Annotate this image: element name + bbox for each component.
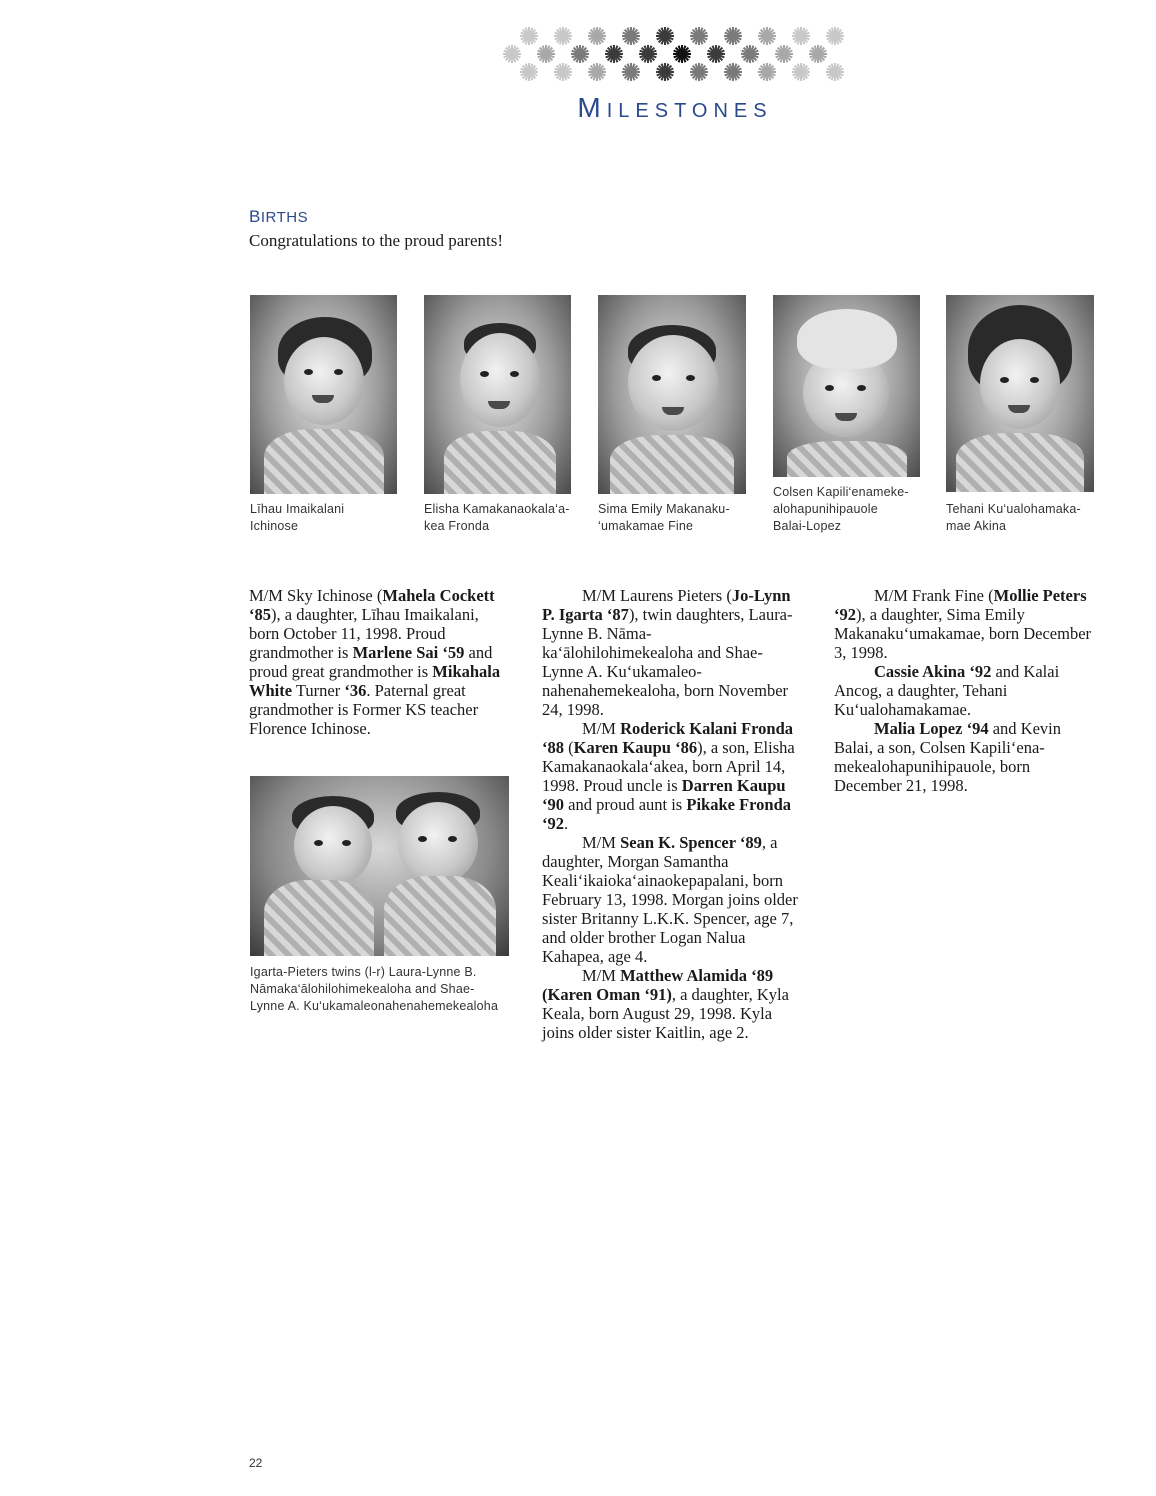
section-title-initial: M bbox=[577, 92, 607, 123]
announcement-akina: Cassie Akina ‘92 and Kalai Ancog, a daughter, Tehani Ku‘ualohamakamae. bbox=[834, 662, 1060, 719]
baby-photo-colsen bbox=[773, 295, 920, 477]
decorative-flower-ornament bbox=[500, 22, 845, 84]
births-heading-initial: B bbox=[249, 207, 261, 226]
announcement-pieters: M/M Laurens Pieters (Jo-Lynn P. Igarta ‘87), twin daughters, Laura-Lynne B. Nāma-ka‘ālohilohimekealoha and Shae-Lynne A. Ku‘ukamaleo-nahenahemekealoha, born November 24, 1998. bbox=[542, 586, 793, 719]
announcement-lopez: Malia Lopez ‘94 and Kevin Balai, a son, Colsen Kapili‘ena-mekealohapunihipauole, born December 21, 1998. bbox=[834, 719, 1061, 795]
births-heading-rest: IRTHS bbox=[260, 209, 309, 226]
baby-photo-elisha bbox=[424, 295, 571, 494]
caption-sima: Sima Emily Makanaku- ‘umakamae Fine bbox=[598, 502, 730, 533]
section-title bbox=[560, 92, 790, 124]
column-2 bbox=[542, 586, 798, 1042]
announcement-fine: M/M Frank Fine (Mollie Peters ‘92), a daughter, Sima Emily Makanaku‘umakamae, born December 3, 1998. bbox=[834, 586, 1092, 662]
announcement-spencer: M/M Sean K. Spencer ‘89, a daughter, Morgan Samantha Keali‘ikaioka‘ainaokepapalani, born February 13, 1998. Morgan joins older sister Britanny L.K.K. Spencer, age 7, and older brother Logan Nalua Kahapea, age 4. bbox=[542, 833, 798, 966]
caption-lihau: Līhau Imaikalani Ichinose bbox=[250, 502, 345, 533]
twins-caption: Igarta-Pieters twins (l-r) Laura-Lynne B. Nāmaka‘ālohilohimekealoha and Shae- Lynne A. Ku‘ukamaleonahenahemekealoha bbox=[250, 965, 499, 1013]
caption-tehani: Tehani Ku‘ualohamaka- mae Akina bbox=[946, 502, 1081, 533]
baby-photo-sima bbox=[598, 295, 746, 494]
column-1 bbox=[249, 586, 511, 738]
announcement-fronda: M/M Roderick Kalani Fronda ‘88 (Karen Kaupu ‘86), a son, Elisha Kamakanaokala‘akea, born April 14, 1998. Proud uncle is Darren Kaupu ‘90 and proud aunt is Pikake Fronda ‘92. bbox=[542, 719, 795, 833]
section-title-rest: ILESTONES bbox=[606, 100, 773, 122]
announcement-ichinose: M/M Sky Ichinose (Mahela Cockett ‘85), a daughter, Līhau Imaikalani, born October 11, 1998. Proud grandmother is Marlene Sai ‘59 and proud great grandmother is Mikahala White Turner ‘36. Paternal great grandmother is Former KS teacher Florence Ichinose. bbox=[249, 586, 501, 738]
column-3 bbox=[834, 586, 1096, 795]
baby-photo-lihau bbox=[250, 295, 397, 494]
births-heading bbox=[249, 207, 308, 227]
announcement-alamida: M/M Matthew Alamida ‘89 (Karen Oman ‘91), a daughter, Kyla Keala, born August 29, 1998. Kyla joins older sister Kaitlin, age 2. bbox=[542, 966, 789, 1042]
baby-photo-tehani bbox=[946, 295, 1094, 492]
page-number: 22 bbox=[249, 1456, 263, 1470]
caption-colsen: Colsen Kapili‘enameke- alohapunihipauole Balai-Lopez bbox=[773, 485, 909, 533]
births-intro: Congratulations to the proud parents! bbox=[249, 231, 504, 250]
twins-photo bbox=[250, 776, 509, 956]
caption-elisha: Elisha Kamakanaokala‘a- kea Fronda bbox=[424, 502, 570, 533]
